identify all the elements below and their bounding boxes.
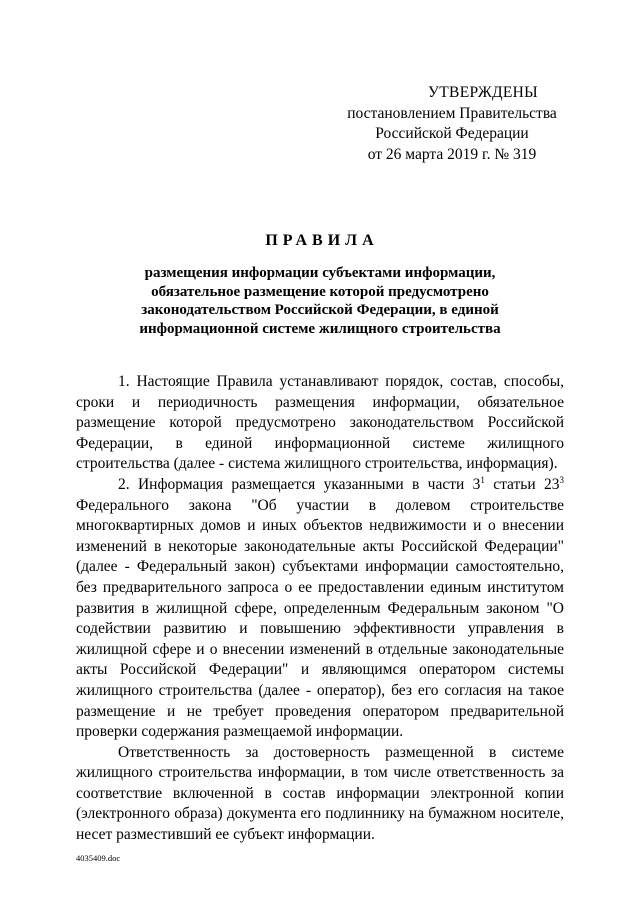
- document-subtitle: [95, 264, 545, 338]
- file-name-footer: 4035409.doc: [76, 853, 121, 863]
- subtitle-line-4: информационной системе жилищного строительства: [139, 320, 501, 337]
- superscript-1: 1: [480, 474, 485, 485]
- approval-line-2: Российской Федерации: [375, 125, 529, 142]
- subtitle-line-3: законодательством Российской Федерации, в единой: [141, 302, 499, 319]
- document-title: ПРАВИЛА: [265, 232, 379, 249]
- subtitle-line-2: обязательное размещение которой предусмотрено: [151, 283, 489, 300]
- paragraph-2-part-c: Федерального закона "Об участии в долевом строительстве многоквартирных домов и иных объектов недвижимости и о внесении изменений в некоторые законодательные акты Российской Федерации" (далее - Федеральный закон) субъектами информации самостоятельно, без предварительного запроса о ее предоставлении единым институтом развития в жилищной сфере, определенным Федеральным законом "О содействии развитию и повышению эффективности управления в жилищной сфере и о внесении изменений в отдельные законодательные акты Российской Федерации" и являющимся оператором системы жилищного строительства (далее - оператор), без его согласия на такое размещение и не требует проведения оператором предварительной проверки содержания размещаемой информации.: [76, 496, 564, 741]
- paragraph-1: 1. Настоящие Правила устанавливают порядок, состав, способы, сроки и периодичность размещения информации, обязательное размещение которой предусмотрено законодательством Российской Федерации, в единой информационной системе жилищного строительства (далее - система жилищного строительства, информация).: [76, 373, 564, 473]
- approval-heading: УТВЕРЖДЕНЫ: [428, 84, 538, 101]
- paragraph-2: [76, 475, 564, 743]
- superscript-2: 3: [559, 474, 564, 485]
- paragraph-2-part-b: статьи 23: [484, 475, 560, 493]
- approval-line-3: от 26 марта 2019 г. № 319: [367, 145, 537, 163]
- paragraph-2-part-a: 2. Информация размещается указанными в части 3: [118, 475, 481, 493]
- paragraph-3: Ответственность за достоверность размещенной в системе жилищного строительства информации, в том числе ответственность за соответствие включенной в состав информации электронной копии (электронного образа) документа его подлиннику на бумажном носителе, несет разместивший ее субъект информации.: [76, 743, 564, 844]
- document-body: [76, 372, 564, 846]
- approval-block: [330, 83, 574, 165]
- subtitle-line-1: размещения информации субъектами информации,: [144, 265, 496, 281]
- approval-line-1: постановлением Правительства: [347, 104, 557, 122]
